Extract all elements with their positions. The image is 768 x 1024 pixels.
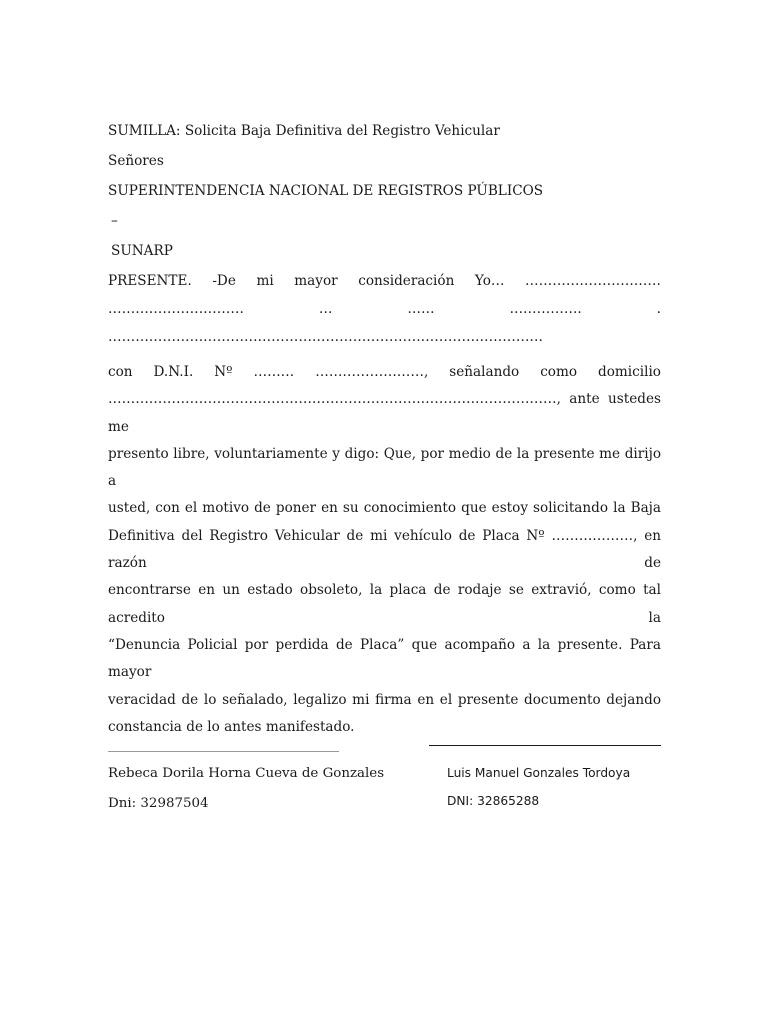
- paragraph-line: ………………………………………………………………………………………, ante ustedes me: [108, 391, 661, 435]
- signature-line-left: [108, 751, 339, 752]
- institution-name: SUPERINTENDENCIA NACIONAL DE REGISTROS PÚBLICOS: [108, 183, 544, 199]
- signer-right-dni: DNI: 32865288: [447, 794, 540, 808]
- paragraph-line: constancia de lo antes manifestado.: [108, 718, 355, 735]
- paragraph-line: presento libre, voluntariamente y digo: Que, por medio de la presente me dirijo a: [108, 445, 661, 490]
- presente-line: PRESENTE. -De mi mayor consideración Yo… …………………………: [108, 273, 661, 289]
- signature-line-right: [429, 745, 661, 746]
- paragraph-line: encontrarse en un estado obsoleto, la placa de rodaje se extravió, como tal acredito la: [108, 582, 661, 626]
- sumilla-line: SUMILLA: Solicita Baja Definitiva del Registro Vehicular: [108, 123, 500, 139]
- institution-acronym: SUNARP: [111, 243, 173, 259]
- paragraph-line: “Denuncia Policial por perdida de Placa” que acompaño a la presente. Para mayor: [108, 636, 661, 681]
- blank-line-3: ……………………………………………………………………………………: [108, 329, 543, 345]
- salutation: Señores: [108, 153, 164, 169]
- paragraph-line: veracidad de lo señalado, legalizo mi firma en el presente documento dejando: [108, 691, 661, 708]
- signer-right-name: Luis Manuel Gonzales Tordoya: [447, 766, 631, 780]
- signer-left-name: Rebeca Dorila Horna Cueva de Gonzales: [108, 766, 385, 781]
- blank-line-2: ………………………… … …… ……………. .: [108, 301, 661, 317]
- paragraph-line: con D.N.I. Nº ……… ……………………, señalando como domicilio: [108, 364, 661, 380]
- paragraph-line: usted, con el motivo de poner en su conocimiento que estoy solicitando la Baja: [108, 500, 661, 517]
- institution-dash: –: [111, 213, 118, 229]
- paragraph-line: Definitiva del Registro Vehicular de mi vehículo de Placa Nº ………………, en razón de: [108, 527, 661, 572]
- body-paragraph: [108, 359, 661, 741]
- signer-left-dni: Dni: 32987504: [108, 796, 209, 811]
